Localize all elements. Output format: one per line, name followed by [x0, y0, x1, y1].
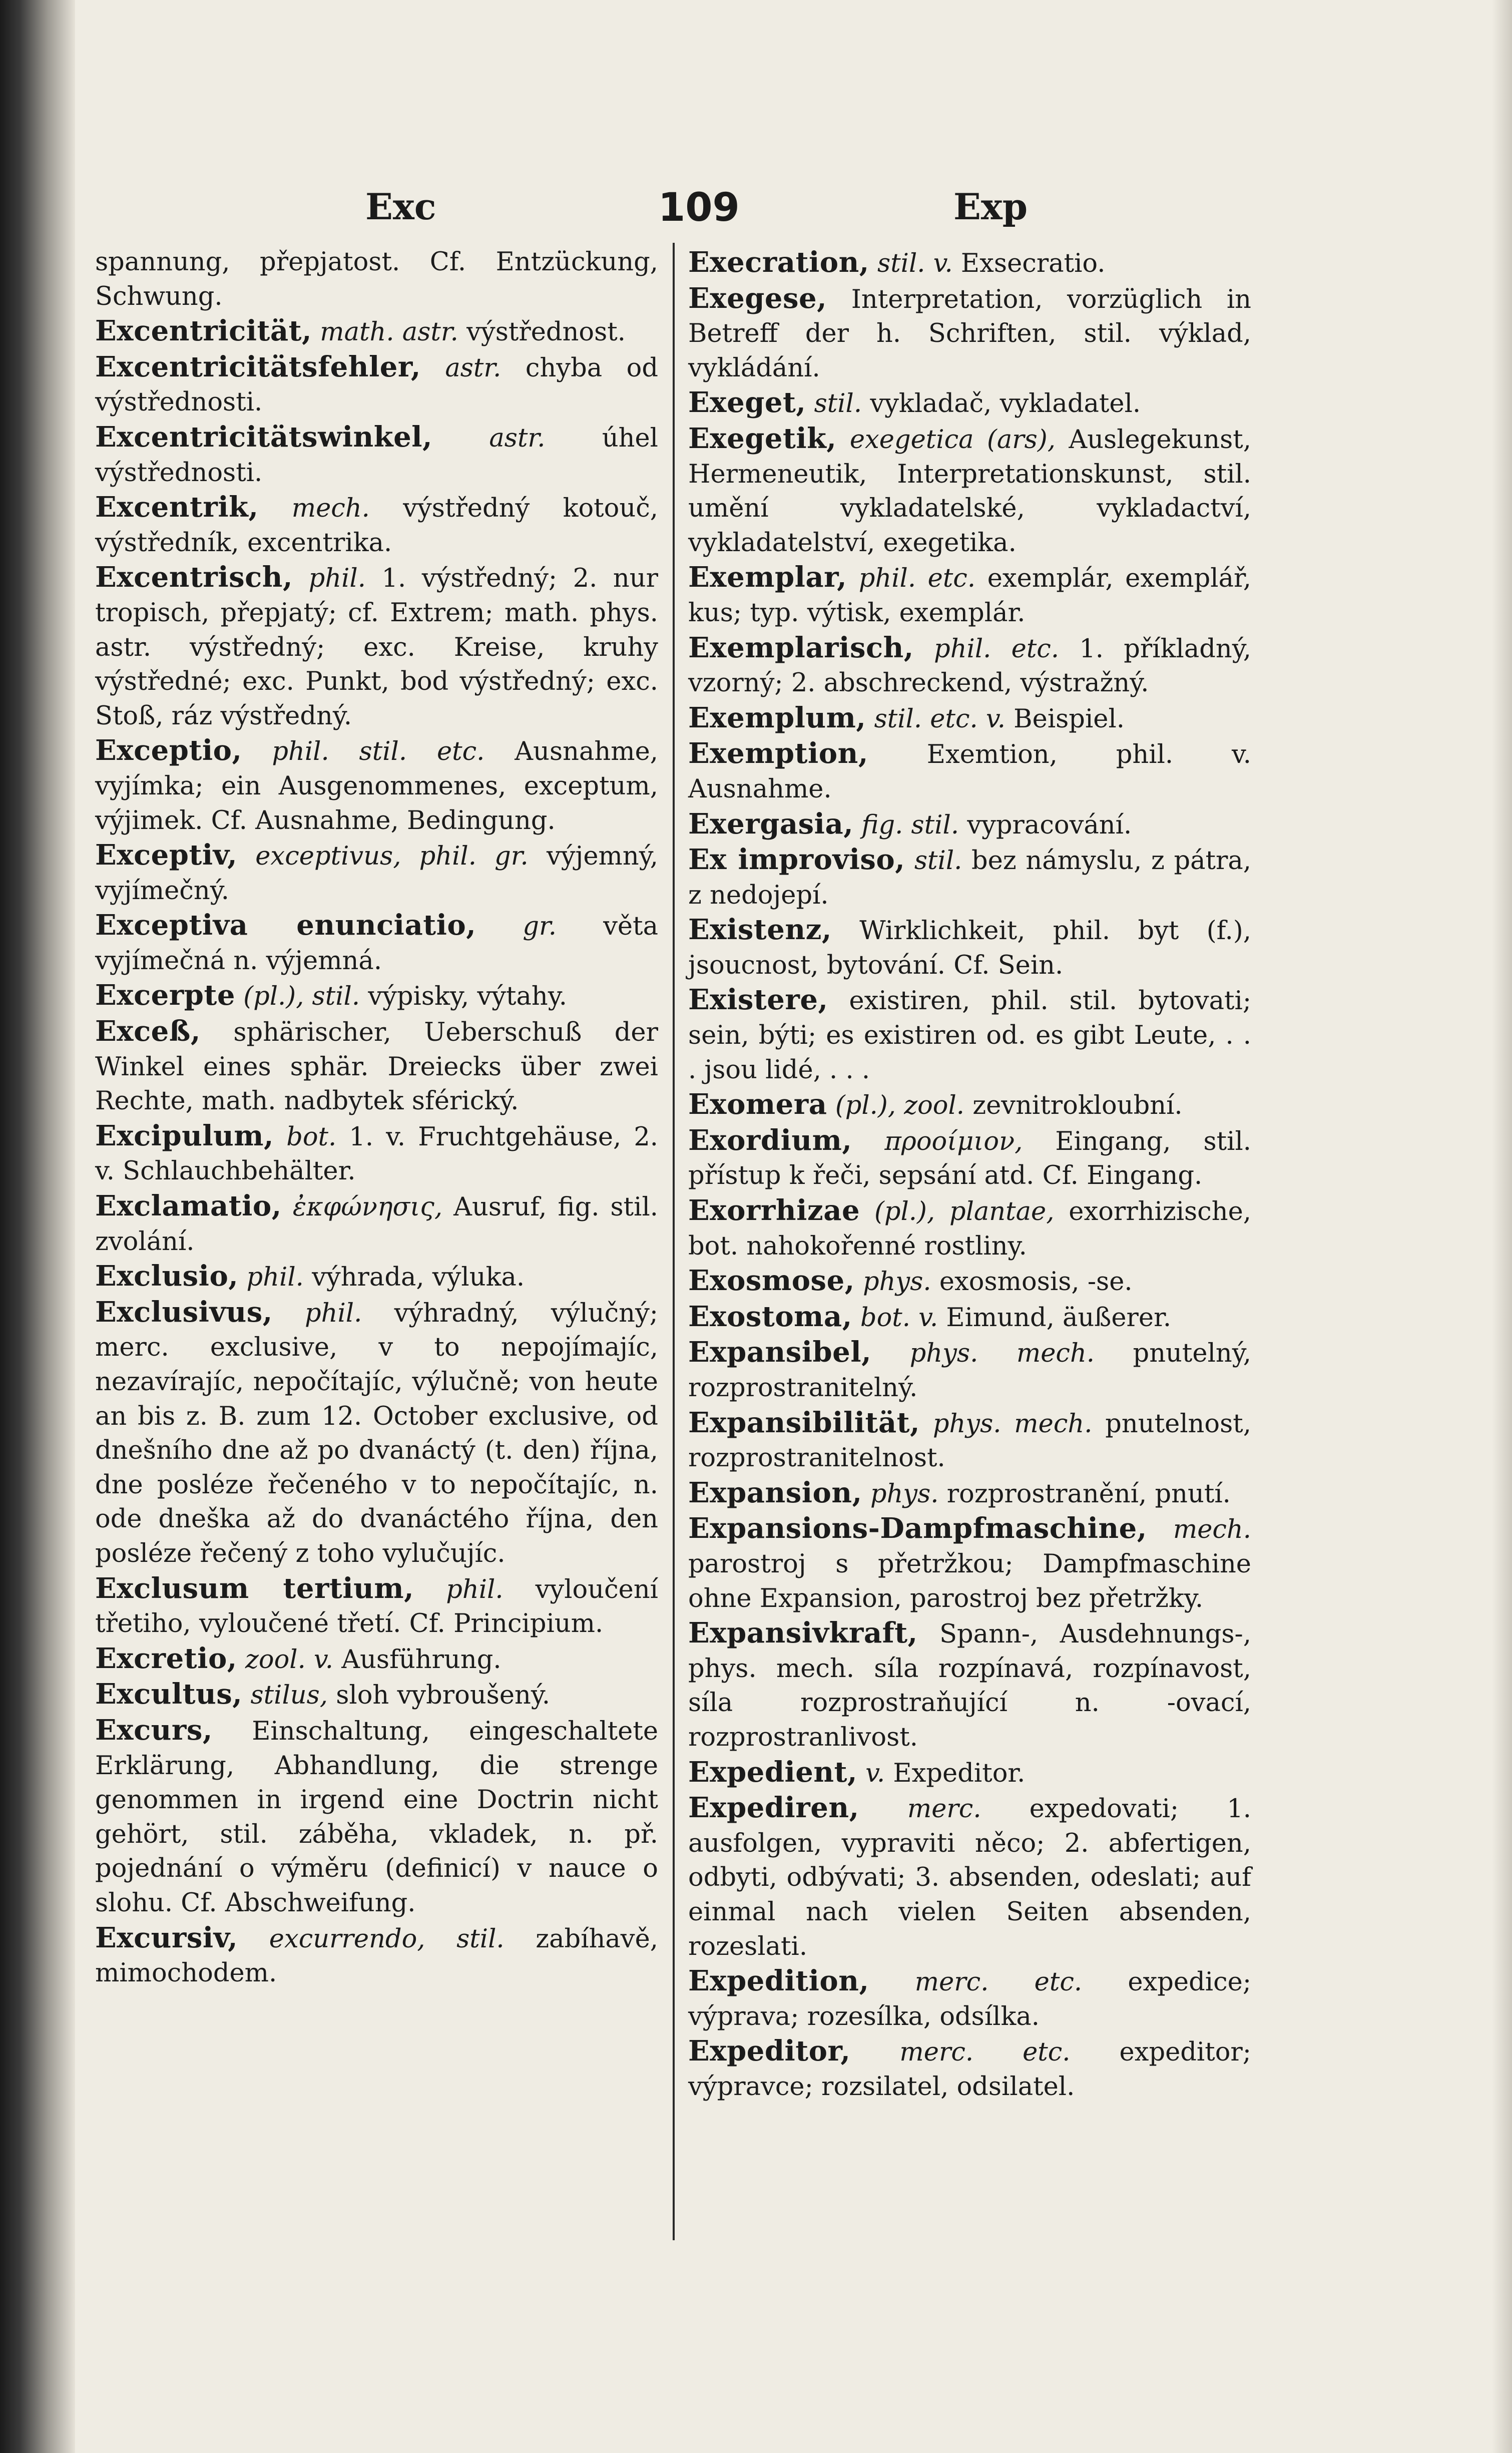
entry-definition: Exemtion, phil. v. Ausnahme.	[688, 740, 1251, 804]
entry-label: merc. etc.	[899, 2037, 1071, 2068]
dictionary-entry	[95, 733, 658, 838]
dictionary-entry	[95, 1921, 658, 1991]
dictionary-entry	[688, 1087, 1251, 1123]
entry-label: bot. v.	[860, 1303, 938, 1333]
entry-headword: Exemption,	[688, 737, 868, 770]
entry-definition: Wirklichkeit, phil. byt (f.), jsoucnost, bytování. Cf. Sein.	[688, 916, 1251, 980]
entry-headword: Excultus,	[95, 1678, 243, 1711]
running-header	[95, 185, 1426, 240]
entry-definition: chyba od výstřednosti.	[95, 353, 658, 418]
dictionary-entry	[688, 1193, 1251, 1264]
entry-label: excurrendo, stil.	[269, 1924, 505, 1954]
entry-definition: parostroj s přetržkou; Dampfmaschine ohne Expansion, parostroj bez přetržky.	[688, 1549, 1251, 1613]
dictionary-entry	[95, 1189, 658, 1259]
dictionary-entry	[688, 913, 1251, 983]
dictionary-entry	[95, 1014, 658, 1119]
dictionary-entry	[95, 1295, 658, 1571]
dictionary-entry	[688, 245, 1251, 281]
dictionary-entry	[95, 245, 658, 314]
dictionary-entry	[95, 314, 658, 350]
dictionary-entry	[95, 1642, 658, 1678]
entry-label: stil.	[914, 846, 962, 876]
entry-headword: Exclusum tertium,	[95, 1571, 414, 1605]
entry-label: phil.	[446, 1574, 503, 1604]
page-binding-shadow	[0, 0, 75, 2453]
entry-definition: zevnitrokloubní.	[972, 1091, 1183, 1121]
entry-label: phys.	[862, 1267, 931, 1297]
entry-headword: Exemplar,	[688, 561, 847, 594]
entry-label: merc.	[907, 1794, 981, 1824]
page-edge-shadow	[1492, 0, 1512, 2453]
right-guide-word: Exp	[953, 185, 1028, 228]
entry-definition: expeditor; výpravce; rozsilatel, odsilatel.	[688, 2037, 1251, 2102]
entry-definition: exorrhizische, bot. nahokořenné rostliny.	[688, 1197, 1251, 1261]
entry-label: stil. v.	[877, 249, 953, 278]
entry-headword: Exegetik,	[688, 422, 837, 455]
entry-definition: Spann-, Ausdehnungs-, phys. mech. síla rozpínavá, rozpínavost, síla rozprostraňující n. -ovací, rozprostranlivost.	[688, 1619, 1251, 1752]
entry-label: merc. etc.	[914, 1967, 1083, 1997]
dictionary-entry	[95, 1713, 658, 1921]
entry-definition: Expeditor.	[893, 1758, 1026, 1788]
entry-definition: expedovati; 1. ausfolgen, vypraviti něco; 2. abfertigen, odbyti, odbývati; 3. absenden, odeslati; auf einmal nach vielen Seiten absenden, rozeslati.	[688, 1794, 1251, 1961]
entry-headword: Exemplarisch,	[688, 631, 914, 664]
entry-definition: 1. v. Fruchtgehäuse, 2. v. Schlauchbehälter.	[95, 1122, 659, 1186]
entry-headword: Execration,	[688, 246, 869, 279]
right-column	[688, 245, 1251, 2104]
entry-headword: Exclamatio,	[95, 1189, 282, 1223]
dictionary-entry	[688, 1476, 1251, 1512]
entry-definition: zabíhavě, mimochodem.	[95, 1924, 658, 1988]
entry-definition: výjemný, vyjímečný.	[95, 842, 659, 906]
entry-label: stil. etc. v.	[874, 704, 1005, 734]
dictionary-entry	[688, 385, 1251, 422]
entry-definition: Beispiel.	[1014, 704, 1125, 734]
dictionary-entry	[688, 422, 1251, 560]
entry-definition: Eimund, äußerer.	[946, 1303, 1172, 1333]
dictionary-entry	[688, 1616, 1251, 1755]
entry-definition: úhel výstřednosti.	[95, 423, 658, 488]
entry-label: (pl.), zool.	[835, 1091, 964, 1121]
entry-headword: Excursiv,	[95, 1921, 238, 1954]
entry-headword: Exergasia,	[688, 807, 854, 841]
entry-label: phil. etc.	[934, 634, 1060, 664]
entry-label: (pl.), plantae,	[874, 1197, 1055, 1227]
entry-label: zool. v.	[245, 1645, 334, 1675]
dictionary-entry	[688, 1123, 1251, 1193]
entry-headword: Exemplum,	[688, 701, 866, 734]
entry-headword: Exomera	[688, 1088, 827, 1121]
entry-headword: Exclusivus,	[95, 1295, 273, 1329]
entry-definition: výstřednost.	[466, 317, 626, 347]
dictionary-entry	[688, 560, 1251, 630]
page-number: 109	[658, 185, 740, 230]
entry-definition: Ausnahme, vyjímka; ein Ausgenommenes, exceptum, výjimek. Cf. Ausnahme, Bedingung.	[95, 737, 658, 836]
dictionary-entry	[95, 350, 658, 420]
entry-definition: Exsecratio.	[960, 249, 1106, 278]
entry-definition: 1. příkladný, vzorný; 2. abschreckend, výstražný.	[688, 634, 1251, 698]
entry-headword: Expansions-Dampfmaschine,	[688, 1512, 1147, 1545]
entry-definition: výhradný, výlučný; merc. exclusive, v to nepojímajíc, nezavírajíc, nepočítajíc, výlučně; von heute an bis z. B. zum 12. October exclusive, od dnešního dne až po dvanáctý (t. den) října, dne posléze řečeného v to nepočítajíc, n. ode dneška až do dvanáctého října, den posléze řečený z toho vylučujíc.	[95, 1298, 658, 1568]
dictionary-entry	[95, 1571, 658, 1642]
entry-definition: pnutelnost, rozprostranitelnost.	[688, 1409, 1251, 1473]
entry-label: phil. stil. etc.	[272, 737, 485, 767]
entry-label: astr.	[489, 423, 546, 453]
dictionary-entry	[688, 1300, 1251, 1336]
entry-label: phil.	[246, 1263, 304, 1293]
dictionary-entry	[95, 420, 658, 490]
entry-headword: Excentricitätsfehler,	[95, 350, 421, 383]
entry-headword: Exceß,	[95, 1015, 201, 1048]
entry-definition: 1. výstředný; 2. nur tropisch, přepjatý; cf. Extrem; math. phys. astr. výstředný; exc. Kreise, kruhy výstředné; exc. Punkt, bod výstředný; exc. Stoß, ráz výstředný.	[95, 564, 658, 731]
entry-definition: expedice; výprava; rozesílka, odsílka.	[688, 1967, 1252, 2031]
entry-headword: Excentrisch,	[95, 561, 293, 594]
entry-headword: Exceptiv,	[95, 839, 238, 872]
entry-headword: Exosmose,	[688, 1264, 855, 1298]
entry-headword: Excretio,	[95, 1642, 237, 1675]
entry-headword: Exeget,	[688, 386, 806, 420]
entry-definition: spannung, přepjatost. Cf. Entzückung, Schwung.	[95, 247, 658, 311]
entry-label: stilus,	[250, 1681, 328, 1711]
entry-definition: Interpretation, vorzüglich in Betreff der h. Schriften, stil. výklad, vykládání.	[688, 284, 1251, 383]
entry-headword: Existere,	[688, 983, 828, 1017]
entry-definition: Ausführung.	[341, 1645, 501, 1675]
dictionary-entry	[688, 2034, 1251, 2104]
entry-definition: Ausruf, fig. stil. zvolání.	[95, 1192, 658, 1257]
entry-label: phil.	[304, 1298, 362, 1328]
entry-definition: výstředný kotouč, výstředník, excentrika.	[95, 494, 658, 558]
entry-label: phys. mech.	[909, 1339, 1095, 1369]
entry-label: astr.	[445, 353, 501, 383]
entry-label: phil.	[308, 564, 366, 594]
left-column	[95, 245, 658, 1991]
entry-headword: Expedient,	[688, 1755, 857, 1789]
entry-definition: bez námyslu, z pátra, z nedojepí.	[688, 846, 1251, 910]
entry-headword: Exceptio,	[95, 734, 242, 767]
entry-headword: Expansibilität,	[688, 1406, 920, 1439]
entry-headword: Expansibel,	[688, 1336, 872, 1369]
entry-headword: Exegese,	[688, 281, 827, 315]
dictionary-entry	[688, 1406, 1251, 1476]
entry-label: ἐκφώνησις,	[292, 1192, 443, 1222]
dictionary-entry	[688, 983, 1251, 1087]
entry-headword: Expeditor,	[688, 2034, 851, 2068]
entry-headword: Expediren,	[688, 1791, 859, 1825]
entry-label: phys.	[870, 1479, 939, 1509]
entry-definition: věta vyjímečná n. výjemná.	[95, 912, 658, 976]
entry-label: gr.	[523, 912, 557, 942]
dictionary-entry	[688, 701, 1251, 737]
entry-label: mech.	[291, 494, 370, 524]
entry-definition: pnutelný, rozprostranitelný.	[688, 1339, 1251, 1403]
entry-definition: Einschaltung, eingeschaltete Erklärung, Abhandlung, die strenge genommen in irgend eine Doctrin nicht gehört, stil. záběha, vkladek, n. př. pojednání o výměru (definicí) v nauce o slohu. Cf. Abschweifung.	[95, 1716, 658, 1918]
entry-definition: sphärischer, Ueberschuß der Winkel eines sphär. Dreiecks über zwei Rechte, math. nadbytek sférický.	[95, 1018, 658, 1116]
dictionary-entry	[95, 1677, 658, 1713]
entry-definition: sloh vybroušený.	[336, 1681, 551, 1711]
dictionary-entry	[95, 490, 658, 560]
entry-definition: výhrada, výluka.	[312, 1263, 525, 1293]
dictionary-entry	[95, 1119, 658, 1189]
dictionary-entry	[688, 1335, 1251, 1405]
dictionary-entry	[688, 1511, 1251, 1616]
entry-definition: exemplár, exemplář, kus; typ. výtisk, exemplár.	[688, 564, 1251, 628]
dictionary-entry	[688, 1791, 1251, 1964]
entry-headword: Existenz,	[688, 913, 832, 947]
entry-headword: Excerpte	[95, 979, 235, 1012]
entry-headword: Excurs,	[95, 1713, 213, 1747]
entry-label: exceptivus, phil. gr.	[255, 842, 529, 872]
entry-headword: Excentrik,	[95, 491, 259, 524]
dictionary-entry	[688, 631, 1251, 701]
entry-headword: Expansion,	[688, 1476, 862, 1509]
dictionary-entry	[688, 281, 1251, 386]
entry-headword: Expansivkraft,	[688, 1616, 918, 1650]
entry-label: bot.	[286, 1122, 337, 1152]
entry-definition: Auslegekunst, Hermeneutik, Interpretationskunst, stil. umění vykladatelské, vykladactví, vykladatelství, exegetika.	[688, 425, 1251, 558]
dictionary-entry	[95, 978, 658, 1014]
entry-definition: existiren, phil. stil. bytovati; sein, býti; es existiren od. es gibt Leute, . . . jsou lidé, . . .	[688, 986, 1251, 1085]
entry-headword: Excentricität,	[95, 314, 312, 348]
entry-label: stil.	[814, 389, 862, 419]
entry-label: (pl.), stil.	[243, 982, 360, 1012]
entry-label: v.	[865, 1758, 885, 1788]
entry-headword: Exostoma,	[688, 1300, 852, 1333]
entry-definition: exosmosis, -se.	[939, 1267, 1133, 1297]
entry-headword: Exceptiva enunciatio,	[95, 909, 476, 942]
dictionary-entry	[95, 908, 658, 978]
entry-definition: vypracování.	[967, 810, 1132, 840]
entry-headword: Exordium,	[688, 1123, 852, 1157]
dictionary-entry	[95, 838, 658, 908]
entry-headword: Excentricitätswinkel,	[95, 420, 432, 454]
entry-label: προοίμιον,	[884, 1126, 1023, 1156]
entry-label: fig. stil.	[861, 810, 959, 840]
entry-definition: vykladač, vykladatel.	[870, 389, 1141, 419]
entry-headword: Expedition,	[688, 1964, 869, 1998]
entry-label: phil. etc.	[858, 564, 976, 594]
entry-label: exegetica (ars),	[849, 425, 1056, 455]
column-divider	[673, 243, 675, 2240]
dictionary-entry	[95, 560, 658, 733]
entry-headword: Excipulum,	[95, 1119, 274, 1152]
entry-headword: Exclusio,	[95, 1260, 239, 1293]
dictionary-entry	[688, 843, 1251, 913]
dictionary-entry	[688, 1964, 1251, 2034]
entry-definition: výpisky, výtahy.	[368, 982, 568, 1012]
dictionary-entry	[688, 1755, 1251, 1791]
dictionary-entry	[688, 807, 1251, 843]
entry-label: mech.	[1173, 1515, 1251, 1545]
dictionary-entry	[95, 1259, 658, 1295]
left-guide-word: Exc	[365, 185, 436, 228]
entry-definition: vyloučení třetiho, vyloučené třetí. Cf. Principium.	[95, 1574, 658, 1639]
entry-label: phys. mech.	[932, 1409, 1093, 1439]
entry-definition: Eingang, stil. přístup k řeči, sepsání atd. Cf. Eingang.	[688, 1126, 1251, 1191]
dictionary-entry	[688, 1264, 1251, 1300]
entry-headword: Exorrhizae	[688, 1194, 860, 1228]
entry-headword: Ex improviso,	[688, 843, 905, 877]
entry-definition: rozprostranění, pnutí.	[946, 1479, 1231, 1509]
dictionary-entry	[688, 736, 1251, 806]
entry-label: math. astr.	[320, 317, 458, 347]
